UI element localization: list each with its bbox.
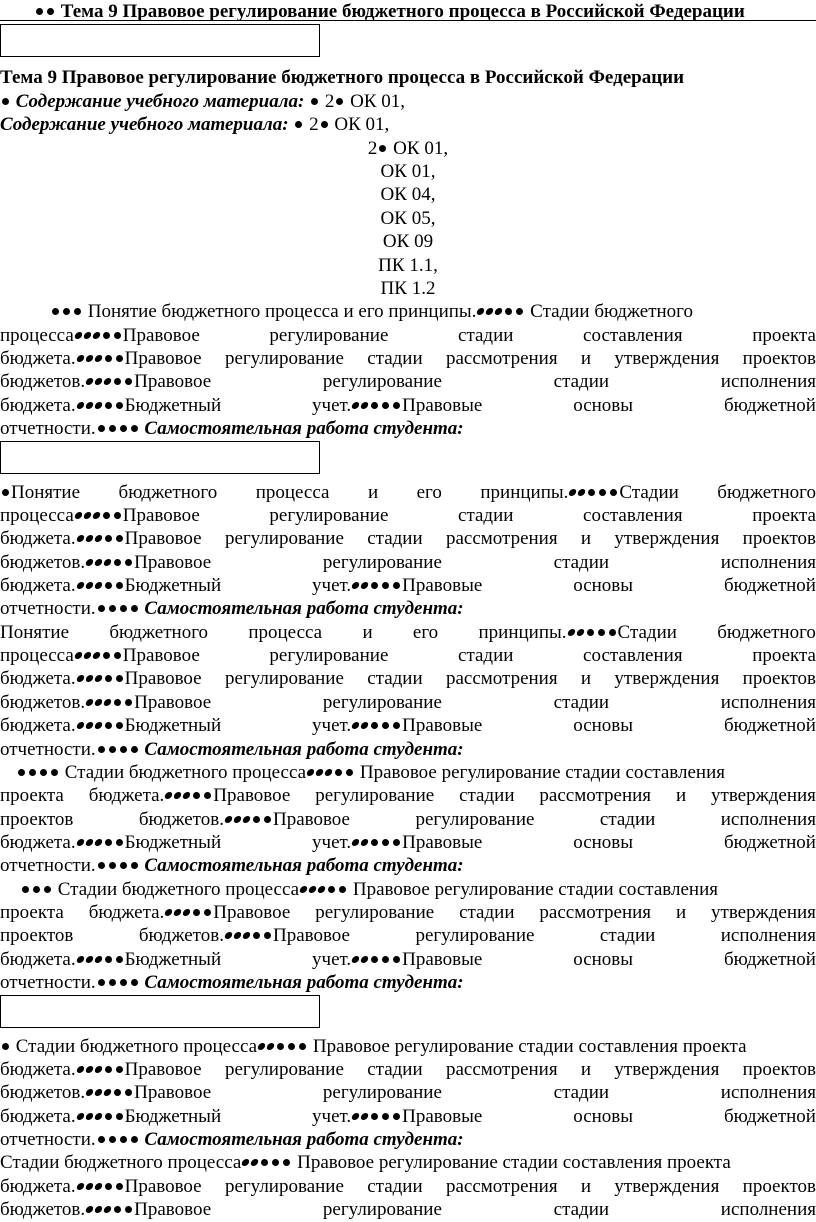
bullet-icon <box>120 1136 127 1143</box>
bullet-icon <box>393 839 400 846</box>
bullet-icon <box>575 629 584 636</box>
bullet-icon <box>371 402 378 409</box>
bullet-icon <box>182 909 191 916</box>
bullet-icon <box>75 1066 84 1073</box>
bullet-icon <box>125 378 132 385</box>
bullet-icon <box>105 1113 112 1120</box>
bullet-icon <box>114 332 121 339</box>
bullet-icon <box>125 1089 132 1096</box>
bullet-icon <box>485 308 494 315</box>
self-work-label: Самостоятельная работа студента: <box>144 972 464 993</box>
topic-line: Понятие бюджетного процесса и его принципы. Стадии бюджетного <box>50 300 816 323</box>
bullet-icon <box>93 402 102 409</box>
bullet-icon <box>233 932 242 939</box>
bullet-icon <box>85 1089 94 1096</box>
bullet-icon <box>75 1183 84 1190</box>
bullet-icon <box>109 979 116 986</box>
bullet-icon <box>335 769 342 776</box>
topic-text: Стадии бюджетного процесса <box>57 879 300 900</box>
bullet-icon <box>98 862 105 869</box>
bullet-icon <box>351 722 360 729</box>
bullet-icon <box>116 722 123 729</box>
bullet-icon <box>52 308 59 315</box>
topic-line: бюджетов. Правовое регулирование стадии исполнения <box>0 692 816 713</box>
bullet-icon <box>75 956 84 963</box>
bullet-icon <box>84 722 93 729</box>
topic-line: бюджета. Правовое регулирование стадии рассмотрения и утверждения проектов <box>0 528 816 549</box>
bullet-icon <box>75 582 84 589</box>
topic-line: бюджета. Бюджетный учет. Правовые основы бюджетной <box>0 395 816 416</box>
bullet-icon <box>94 559 103 566</box>
bullet-icon <box>93 722 102 729</box>
bullet-icon <box>103 378 112 385</box>
topic-line: проектов бюджетов. Правовое регулирование стадии исполнения <box>0 809 816 830</box>
bullet-icon <box>114 699 121 706</box>
bullet-icon <box>84 355 93 362</box>
bullet-icon <box>83 652 92 659</box>
bullet-icon <box>105 956 112 963</box>
bullet-icon <box>92 332 101 339</box>
self-work-label: Самостоятельная работа студента: <box>144 1129 464 1150</box>
hours-value: 2 <box>309 114 319 135</box>
bullet-icon <box>266 1043 275 1050</box>
topic-line: бюджетов. Правовое регулирование стадии исполнения <box>0 371 816 392</box>
bullet-icon <box>92 652 101 659</box>
bullet-icon <box>103 1206 112 1213</box>
bullet-icon <box>75 722 84 729</box>
hours-value: 2 <box>367 138 378 159</box>
topic-line: Понятие бюджетного процесса и его принципы. Стадии бюджетного <box>0 481 816 504</box>
topic-line: отчетности. Самостоятельная работа студента: <box>0 418 464 439</box>
section-title: Тема 9 Правовое регулирование бюджетного процесса в Российской Федерации <box>0 67 685 88</box>
bullet-icon <box>371 956 378 963</box>
bullet-icon <box>382 1113 389 1120</box>
self-work-label: Самостоятельная работа студента: <box>144 855 464 876</box>
content-line <box>0 113 816 136</box>
bullet-icon <box>75 1113 84 1120</box>
topic-line: бюджетов. Правовое регулирование стадии исполнения <box>0 1082 816 1103</box>
bullet-icon <box>173 909 182 916</box>
bullet-icon <box>568 489 577 496</box>
bullet-icon <box>125 699 132 706</box>
bullet-icon <box>272 1159 279 1166</box>
bullet-icon <box>74 332 83 339</box>
bullet-icon <box>224 816 233 823</box>
topic-line: бюджетов. Правовое регулирование стадии исполнения <box>0 552 816 573</box>
bullet-icon <box>264 816 271 823</box>
bullet-icon <box>93 582 102 589</box>
bullet-icon <box>125 559 132 566</box>
bullet-icon <box>382 839 389 846</box>
bullet-icon <box>242 932 251 939</box>
bullet-icon <box>114 1089 121 1096</box>
bullet-icon <box>311 98 318 105</box>
bullet-icon <box>610 489 617 496</box>
bullet-icon <box>351 402 360 409</box>
bullet-icon <box>63 308 70 315</box>
table-cell-frame <box>0 995 320 1028</box>
competency: ОК 01, <box>350 91 405 112</box>
topic-line: проектов бюджетов. Правовое регулирование стадии исполнения <box>0 925 816 946</box>
bullet-icon <box>40 769 47 776</box>
topic-line: проекта бюджета. Правовое регулирование стадии рассмотрения и утверждения <box>0 902 816 923</box>
bullet-icon <box>393 402 400 409</box>
bullet-icon <box>379 145 386 152</box>
bullet-icon <box>360 956 369 963</box>
bullet-icon <box>120 862 127 869</box>
bullet-icon <box>105 722 112 729</box>
content-label: Содержание учебного материала: <box>15 91 305 112</box>
hours-value: 2 <box>324 91 335 112</box>
bullet-icon <box>193 792 200 799</box>
bullet-icon <box>105 1183 112 1190</box>
bullet-icon <box>277 1043 284 1050</box>
topic-line: отчетности. Самостоятельная работа студента: <box>0 1129 464 1150</box>
bullet-icon <box>74 652 83 659</box>
bullet-icon <box>283 1159 290 1166</box>
bullet-icon <box>2 489 9 496</box>
bullet-icon <box>315 769 324 776</box>
bullet-icon <box>33 886 40 893</box>
bullet-icon <box>116 582 123 589</box>
bullet-icon <box>577 489 586 496</box>
bullet-icon <box>204 909 211 916</box>
bullet-icon <box>84 582 93 589</box>
bullet-icon <box>93 839 102 846</box>
topic-line: бюджета. Бюджетный учет. Правовые основы бюджетной <box>0 715 816 736</box>
topic-text: Стадии бюджетного процесса <box>0 1152 242 1173</box>
bullet-icon <box>116 675 123 682</box>
bullet-icon <box>242 816 251 823</box>
bullet-icon <box>131 862 138 869</box>
topic-line: отчетности. Самостоятельная работа студента: <box>0 598 464 619</box>
bullet-icon <box>85 559 94 566</box>
bullet-icon <box>351 839 360 846</box>
bullet-icon <box>84 1113 93 1120</box>
content-label: Содержание учебного материала: <box>0 114 289 135</box>
bullet-icon <box>505 308 512 315</box>
bullet-icon <box>85 699 94 706</box>
bullet-icon <box>103 652 110 659</box>
bullet-icon <box>105 535 112 542</box>
bullet-icon <box>494 308 503 315</box>
bullet-icon <box>114 559 121 566</box>
bullet-icon <box>360 839 369 846</box>
bullet-icon <box>103 1089 112 1096</box>
bullet-icon <box>193 909 200 916</box>
bullet-icon <box>299 1043 306 1050</box>
bullet-icon <box>105 402 112 409</box>
bullet-icon <box>253 932 260 939</box>
bullet-icon <box>94 1089 103 1096</box>
bullet-icon <box>98 605 105 612</box>
topic-line: проекта бюджета. Правовое регулирование стадии рассмотрения и утверждения <box>0 785 816 806</box>
bullet-icon <box>257 1043 266 1050</box>
bullet-icon <box>84 1066 93 1073</box>
topic-line: бюджета. Бюджетный учет. Правовые основы бюджетной <box>0 949 816 970</box>
bullet-icon <box>382 956 389 963</box>
bullet-icon <box>120 605 127 612</box>
bullet-icon <box>36 8 43 15</box>
bullet-icon <box>261 1159 268 1166</box>
bullet-icon <box>317 886 326 893</box>
bullet-icon <box>131 605 138 612</box>
topic-line: бюджета. Бюджетный учет. Правовые основы бюджетной <box>0 575 816 596</box>
bullet-icon <box>125 1206 132 1213</box>
bullet-icon <box>339 886 346 893</box>
competency-line: ПК 1.2 <box>380 278 436 299</box>
bullet-icon <box>103 332 110 339</box>
page-title: Тема 9 Правовое регулирование бюджетного процесса в Российской Федерации <box>60 1 745 22</box>
bullet-icon <box>116 839 123 846</box>
competency-line <box>0 137 816 160</box>
bullet-icon <box>360 402 369 409</box>
bullet-icon <box>92 512 101 519</box>
topic-line: процесса Правовое регулирование стадии составления проекта <box>0 325 816 346</box>
topic-line: отчетности. Самостоятельная работа студента: <box>0 739 464 760</box>
topic-line: Стадии бюджетного процесса Правовое регулирование стадии составления <box>20 878 816 901</box>
competency-line: ПК 1.1, <box>378 255 438 276</box>
bullet-icon <box>84 956 93 963</box>
bullet-icon <box>109 862 116 869</box>
topic-line: процесса Правовое регулирование стадии составления проекта <box>0 645 816 666</box>
table-cell-frame <box>0 441 320 474</box>
competency-line: ОК 05, <box>380 208 436 229</box>
bullet-icon <box>93 675 102 682</box>
bullet-icon <box>93 956 102 963</box>
topic-text: Стадии бюджетного процесса <box>15 1036 258 1057</box>
bullet-icon <box>371 582 378 589</box>
bullet-icon <box>299 886 308 893</box>
topic-line: Стадии бюджетного процесса Правовое регулирование стадии составления проекта <box>0 1152 731 1173</box>
bullet-icon <box>109 1136 116 1143</box>
competency-line: ОК 04, <box>380 184 436 205</box>
bullet-icon <box>295 121 302 128</box>
divider <box>0 20 816 21</box>
topic-line: процесса Правовое регулирование стадии составления проекта <box>0 505 816 526</box>
bullet-icon <box>103 559 112 566</box>
topic-line: бюджета. Правовое регулирование стадии рассмотрения и утверждения проектов <box>0 1059 816 1080</box>
table-cell-frame <box>0 24 320 57</box>
bullet-icon <box>2 98 9 105</box>
self-work-label: Самостоятельная работа студента: <box>144 418 464 439</box>
bullet-icon <box>83 332 92 339</box>
bullet-icon <box>105 1066 112 1073</box>
bullet-icon <box>94 1206 103 1213</box>
bullet-icon <box>94 378 103 385</box>
bullet-icon <box>393 956 400 963</box>
bullet-icon <box>131 425 138 432</box>
topic-text: Понятие бюджетного процесса и его принципы. <box>87 301 477 322</box>
topic-line: Стадии бюджетного процесса Правовое регулирование стадии составления <box>16 761 816 784</box>
bullet-icon <box>120 425 127 432</box>
bullet-icon <box>47 8 54 15</box>
bullet-icon <box>116 1113 123 1120</box>
bullet-icon <box>609 629 616 636</box>
bullet-icon <box>105 675 112 682</box>
topic-text: Стадии бюджетного процесса <box>64 762 307 783</box>
topic-line: Стадии бюджетного процесса Правовое регулирование стадии составления проекта <box>0 1035 816 1058</box>
bullet-icon <box>75 355 84 362</box>
bullet-icon <box>93 1113 102 1120</box>
bullet-icon <box>371 839 378 846</box>
topic-line: бюджета. Правовое регулирование стадии рассмотрения и утверждения проектов <box>0 1176 816 1197</box>
bullet-icon <box>598 629 605 636</box>
bullet-icon <box>84 839 93 846</box>
topic-line: Понятие бюджетного процесса и его принципы. Стадии бюджетного <box>0 622 816 643</box>
bullet-icon <box>85 378 94 385</box>
bullet-icon <box>75 839 84 846</box>
bullet-icon <box>75 402 84 409</box>
bullet-icon <box>321 121 328 128</box>
bullet-icon <box>84 402 93 409</box>
bullet-icon <box>131 746 138 753</box>
bullet-icon <box>250 1159 259 1166</box>
bullet-icon <box>93 1066 102 1073</box>
bullet-icon <box>103 512 110 519</box>
bullet-icon <box>516 308 523 315</box>
bullet-icon <box>393 722 400 729</box>
bullet-icon <box>382 402 389 409</box>
content-line <box>0 90 816 113</box>
bullet-icon <box>116 1066 123 1073</box>
bullet-icon <box>74 512 83 519</box>
bullet-icon <box>351 1113 360 1120</box>
bullet-icon <box>116 535 123 542</box>
bullet-icon <box>308 886 317 893</box>
bullet-icon <box>114 378 121 385</box>
bullet-icon <box>371 722 378 729</box>
bullet-icon <box>109 746 116 753</box>
bullet-icon <box>382 582 389 589</box>
self-work-label: Самостоятельная работа студента: <box>144 739 464 760</box>
bullet-icon <box>22 886 29 893</box>
bullet-icon <box>116 1183 123 1190</box>
bullet-icon <box>93 1183 102 1190</box>
bullet-icon <box>84 675 93 682</box>
bullet-icon <box>328 886 335 893</box>
bullet-icon <box>224 932 233 939</box>
topic-line: бюджетов. Правовое регулирование стадии исполнения <box>0 1199 816 1220</box>
bullet-icon <box>84 1183 93 1190</box>
bullet-icon <box>114 652 121 659</box>
topic-line: бюджета. Бюджетный учет. Правовые основы бюджетной <box>0 832 816 853</box>
bullet-icon <box>75 535 84 542</box>
topic-line: бюджета. Правовое регулирование стадии рассмотрения и утверждения проектов <box>0 348 816 369</box>
bullet-icon <box>51 769 58 776</box>
competency: ОК 01, <box>334 114 390 135</box>
topic-line: отчетности. Самостоятельная работа студента: <box>0 855 464 876</box>
bullet-icon <box>84 535 93 542</box>
bullet-icon <box>393 582 400 589</box>
bullet-icon <box>351 956 360 963</box>
bullet-icon <box>109 425 116 432</box>
bullet-icon <box>120 979 127 986</box>
bullet-icon <box>74 308 81 315</box>
bullet-icon <box>93 355 102 362</box>
topic-line: бюджета. Правовое регулирование стадии рассмотрения и утверждения проектов <box>0 668 816 689</box>
bullet-icon <box>103 699 112 706</box>
bullet-icon <box>288 1043 295 1050</box>
competency: ОК 01, <box>393 138 449 159</box>
bullet-icon <box>164 909 173 916</box>
bullet-icon <box>351 582 360 589</box>
bullet-icon <box>114 512 121 519</box>
bullet-icon <box>116 355 123 362</box>
bullet-icon <box>18 769 25 776</box>
bullet-icon <box>98 425 105 432</box>
bullet-icon <box>98 746 105 753</box>
bullet-icon <box>109 605 116 612</box>
bullet-icon <box>98 979 105 986</box>
bullet-icon <box>44 886 51 893</box>
bullet-icon <box>233 816 242 823</box>
bullet-icon <box>204 792 211 799</box>
bullet-icon <box>98 1136 105 1143</box>
bullet-icon <box>324 769 333 776</box>
bullet-icon <box>173 792 182 799</box>
bullet-icon <box>393 1113 400 1120</box>
bullet-icon <box>83 512 92 519</box>
bullet-icon <box>346 769 353 776</box>
self-work-label: Самостоятельная работа студента: <box>144 598 464 619</box>
bullet-icon <box>241 1159 250 1166</box>
bullet-icon <box>566 629 575 636</box>
bullet-icon <box>85 1206 94 1213</box>
bullet-icon <box>360 1113 369 1120</box>
bullet-icon <box>120 746 127 753</box>
bullet-icon <box>599 489 606 496</box>
bullet-icon <box>105 582 112 589</box>
competency-line: ОК 09 <box>382 231 434 252</box>
bullet-icon <box>182 792 191 799</box>
bullet-icon <box>2 1043 9 1050</box>
competency-line: ОК 01, <box>380 161 436 182</box>
bullet-icon <box>105 839 112 846</box>
bullet-icon <box>306 769 315 776</box>
bullet-icon <box>75 675 84 682</box>
bullet-icon <box>94 699 103 706</box>
bullet-icon <box>476 308 485 315</box>
bullet-icon <box>588 489 595 496</box>
topic-line: отчетности. Самостоятельная работа студента: <box>0 972 464 993</box>
bullet-icon <box>116 956 123 963</box>
bullet-icon <box>587 629 594 636</box>
bullet-icon <box>131 1136 138 1143</box>
bullet-icon <box>264 932 271 939</box>
bullet-icon <box>29 769 36 776</box>
bullet-icon <box>116 402 123 409</box>
bullet-icon <box>382 722 389 729</box>
bullet-icon <box>105 355 112 362</box>
bullet-icon <box>93 535 102 542</box>
bullet-icon <box>360 582 369 589</box>
bullet-icon <box>131 979 138 986</box>
bullet-icon <box>253 816 260 823</box>
bullet-icon <box>114 1206 121 1213</box>
bullet-icon <box>360 722 369 729</box>
topic-line: бюджета. Бюджетный учет. Правовые основы бюджетной <box>0 1106 816 1127</box>
bullet-icon <box>164 792 173 799</box>
bullet-icon <box>371 1113 378 1120</box>
bullet-icon <box>336 98 343 105</box>
